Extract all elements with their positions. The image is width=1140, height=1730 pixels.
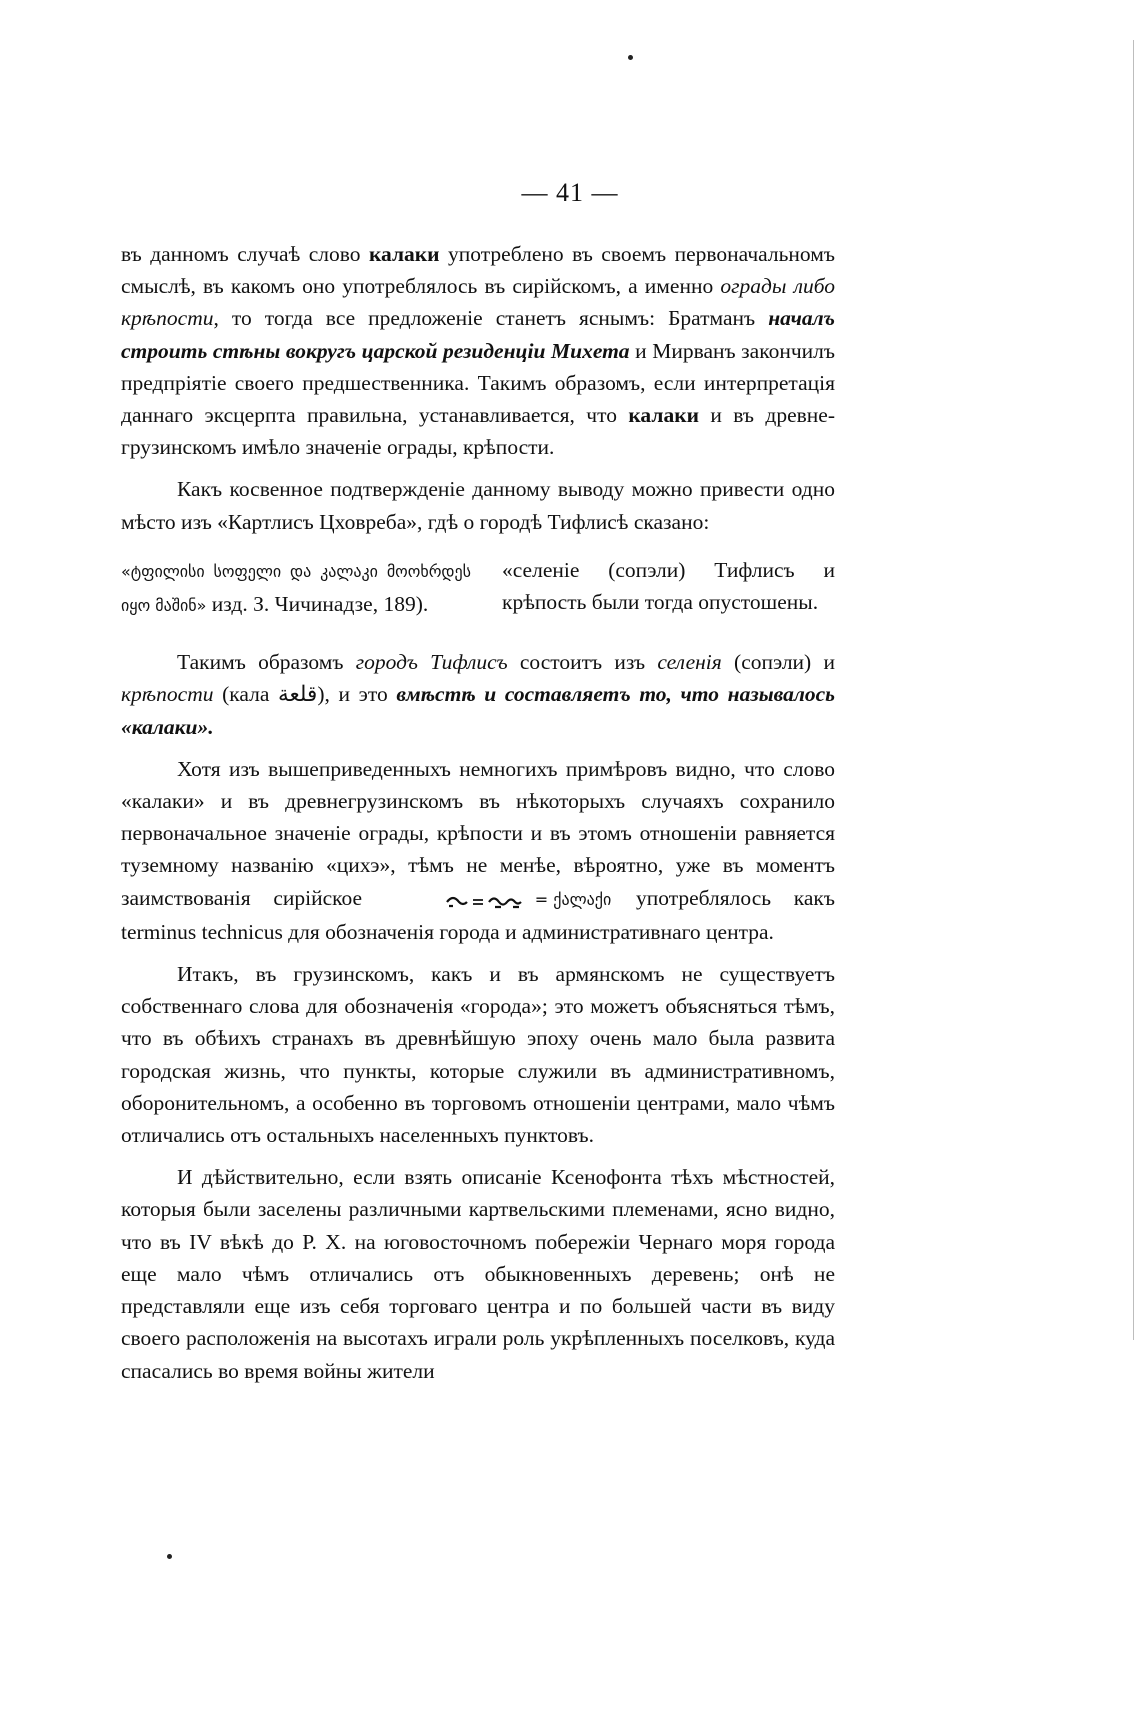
georgian-quote-text: «ტფილისი სოფელი და კალაკი მოოხრდეს იყო მაშინ» bbox=[121, 561, 471, 616]
p3-italic-2: селенія bbox=[657, 650, 722, 675]
p4-text-1: Хотя изъ вышеприведенныхъ немногихъ примѣровъ видно, что слово «калаки» и въ древнегрузинскомъ въ нѣкоторыхъ случаяхъ сохранило первоначальное значеніе ограды, крѣпости и въ этомъ отношеніи равняется туземному названію «цихэ», тѣмъ не менѣе, вѣроятно, уже въ моментъ заимствованія сирійское bbox=[121, 756, 835, 910]
paragraph-6: И дѣйствительно, если взять описаніе Ксенофонта тѣхъ мѣстностей, которыя были заселены различными картвельскими племенами, ясно видно, что въ IV вѣкѣ до Р. Х. на юговосточномъ побережіи Чернаго моря города еще мало чѣмъ отличались отъ обыкновенныхъ деревень; онѣ не представляли еще изъ себя торговаго центра и по большей части въ виду своего расположенія на высотахъ играли роль укрѣпленныхъ поселковъ, куда спасались во время войны жители bbox=[121, 1165, 835, 1383]
p1-text-2: употреблено въ своемъ первоначальномъ смыслѣ, въ какомъ оно употреблялось въ сирійскомъ, а именно bbox=[121, 242, 835, 299]
p1-text-4: и Мирванъ закончилъ предпріятіе своего предшественника. Такимъ образомъ, если интерпретація даннаго эксцерпта правильна, устанавливается, что bbox=[121, 338, 835, 428]
p3-text-1: Такимъ образомъ bbox=[177, 650, 356, 675]
paragraph-5: Итакъ, въ грузинскомъ, какъ и въ армянскомъ не существуетъ собственнаго слова для обозначенія «города»; это можетъ объясняться тѣмъ, что въ обѣихъ странахъ въ древнѣйшую эпоху очень мало была развита городская жизнь, что пункты, которые служили въ административномъ, оборонительномъ, а особенно въ торговомъ отношеніи центрами, мало чѣмъ отличались отъ остальныхъ населенныхъ пунктовъ. bbox=[121, 962, 835, 1148]
p1-text-1: въ данномъ случаѣ слово bbox=[121, 242, 369, 266]
georgian-kalaki: = ქალაქი bbox=[534, 889, 612, 909]
p3-arabic-kala: قلعة bbox=[278, 682, 318, 707]
paragraph-1 bbox=[121, 238, 835, 463]
quote-russian: «селеніе (сопэли) Тифлисъ и крѣпость были тогда опустошены. bbox=[502, 557, 835, 615]
quote-source: изд. З. Чичинадзе, 189). bbox=[206, 592, 429, 617]
p3-text-4: (кала bbox=[213, 682, 279, 707]
paragraph-3 bbox=[121, 646, 835, 743]
speck-top bbox=[628, 55, 633, 60]
paragraph-2: Какъ косвенное подтвержденіе данному выводу можно привести одно мѣсто изъ «Картлисъ Цховреба», гдѣ о городѣ Тифлисѣ сказано: bbox=[121, 477, 835, 534]
quote-block bbox=[121, 554, 835, 622]
page-edge-line bbox=[1133, 40, 1134, 1340]
p3-text-3: (сопэли) и bbox=[721, 650, 835, 675]
speck-bottom bbox=[167, 1554, 172, 1559]
p3-italic-3: крѣпости bbox=[121, 682, 214, 707]
page-number: — 41 — bbox=[521, 178, 619, 207]
p1-term-kalaki-2: калаки bbox=[628, 403, 699, 428]
body-text bbox=[121, 238, 835, 1387]
p3-text-5: ), и это bbox=[317, 682, 397, 707]
p1-term-kalaki: калаки bbox=[368, 242, 440, 266]
paragraph-4 bbox=[121, 753, 835, 948]
syriac-armenian-equation bbox=[385, 882, 613, 916]
p1-text-5: и въ древне-грузинскомъ имѣло значеніе ограды, крѣпости. bbox=[121, 403, 835, 460]
p1-text-3: , то тогда все предложеніе станетъ яснымъ: Братманъ bbox=[213, 306, 769, 331]
p1-italic-2: началъ строить стѣны вокругъ царской резиденціи Михета bbox=[121, 306, 835, 363]
p3-italic-4: вмѣстѣ и составляетъ то, что называлось «калаки». bbox=[121, 682, 835, 739]
p3-text-2: состоитъ изъ bbox=[507, 650, 658, 675]
p1-italic-1: ограды либо крѣпости bbox=[121, 274, 835, 331]
p3-italic-1: городъ Тифлисъ bbox=[355, 650, 508, 675]
syriac-script-glyph bbox=[443, 889, 535, 911]
p4-text-2: употреблялось какъ terminus technicus для обозначенія города и административнаго центра. bbox=[121, 885, 835, 944]
quote-georgian bbox=[121, 554, 471, 622]
